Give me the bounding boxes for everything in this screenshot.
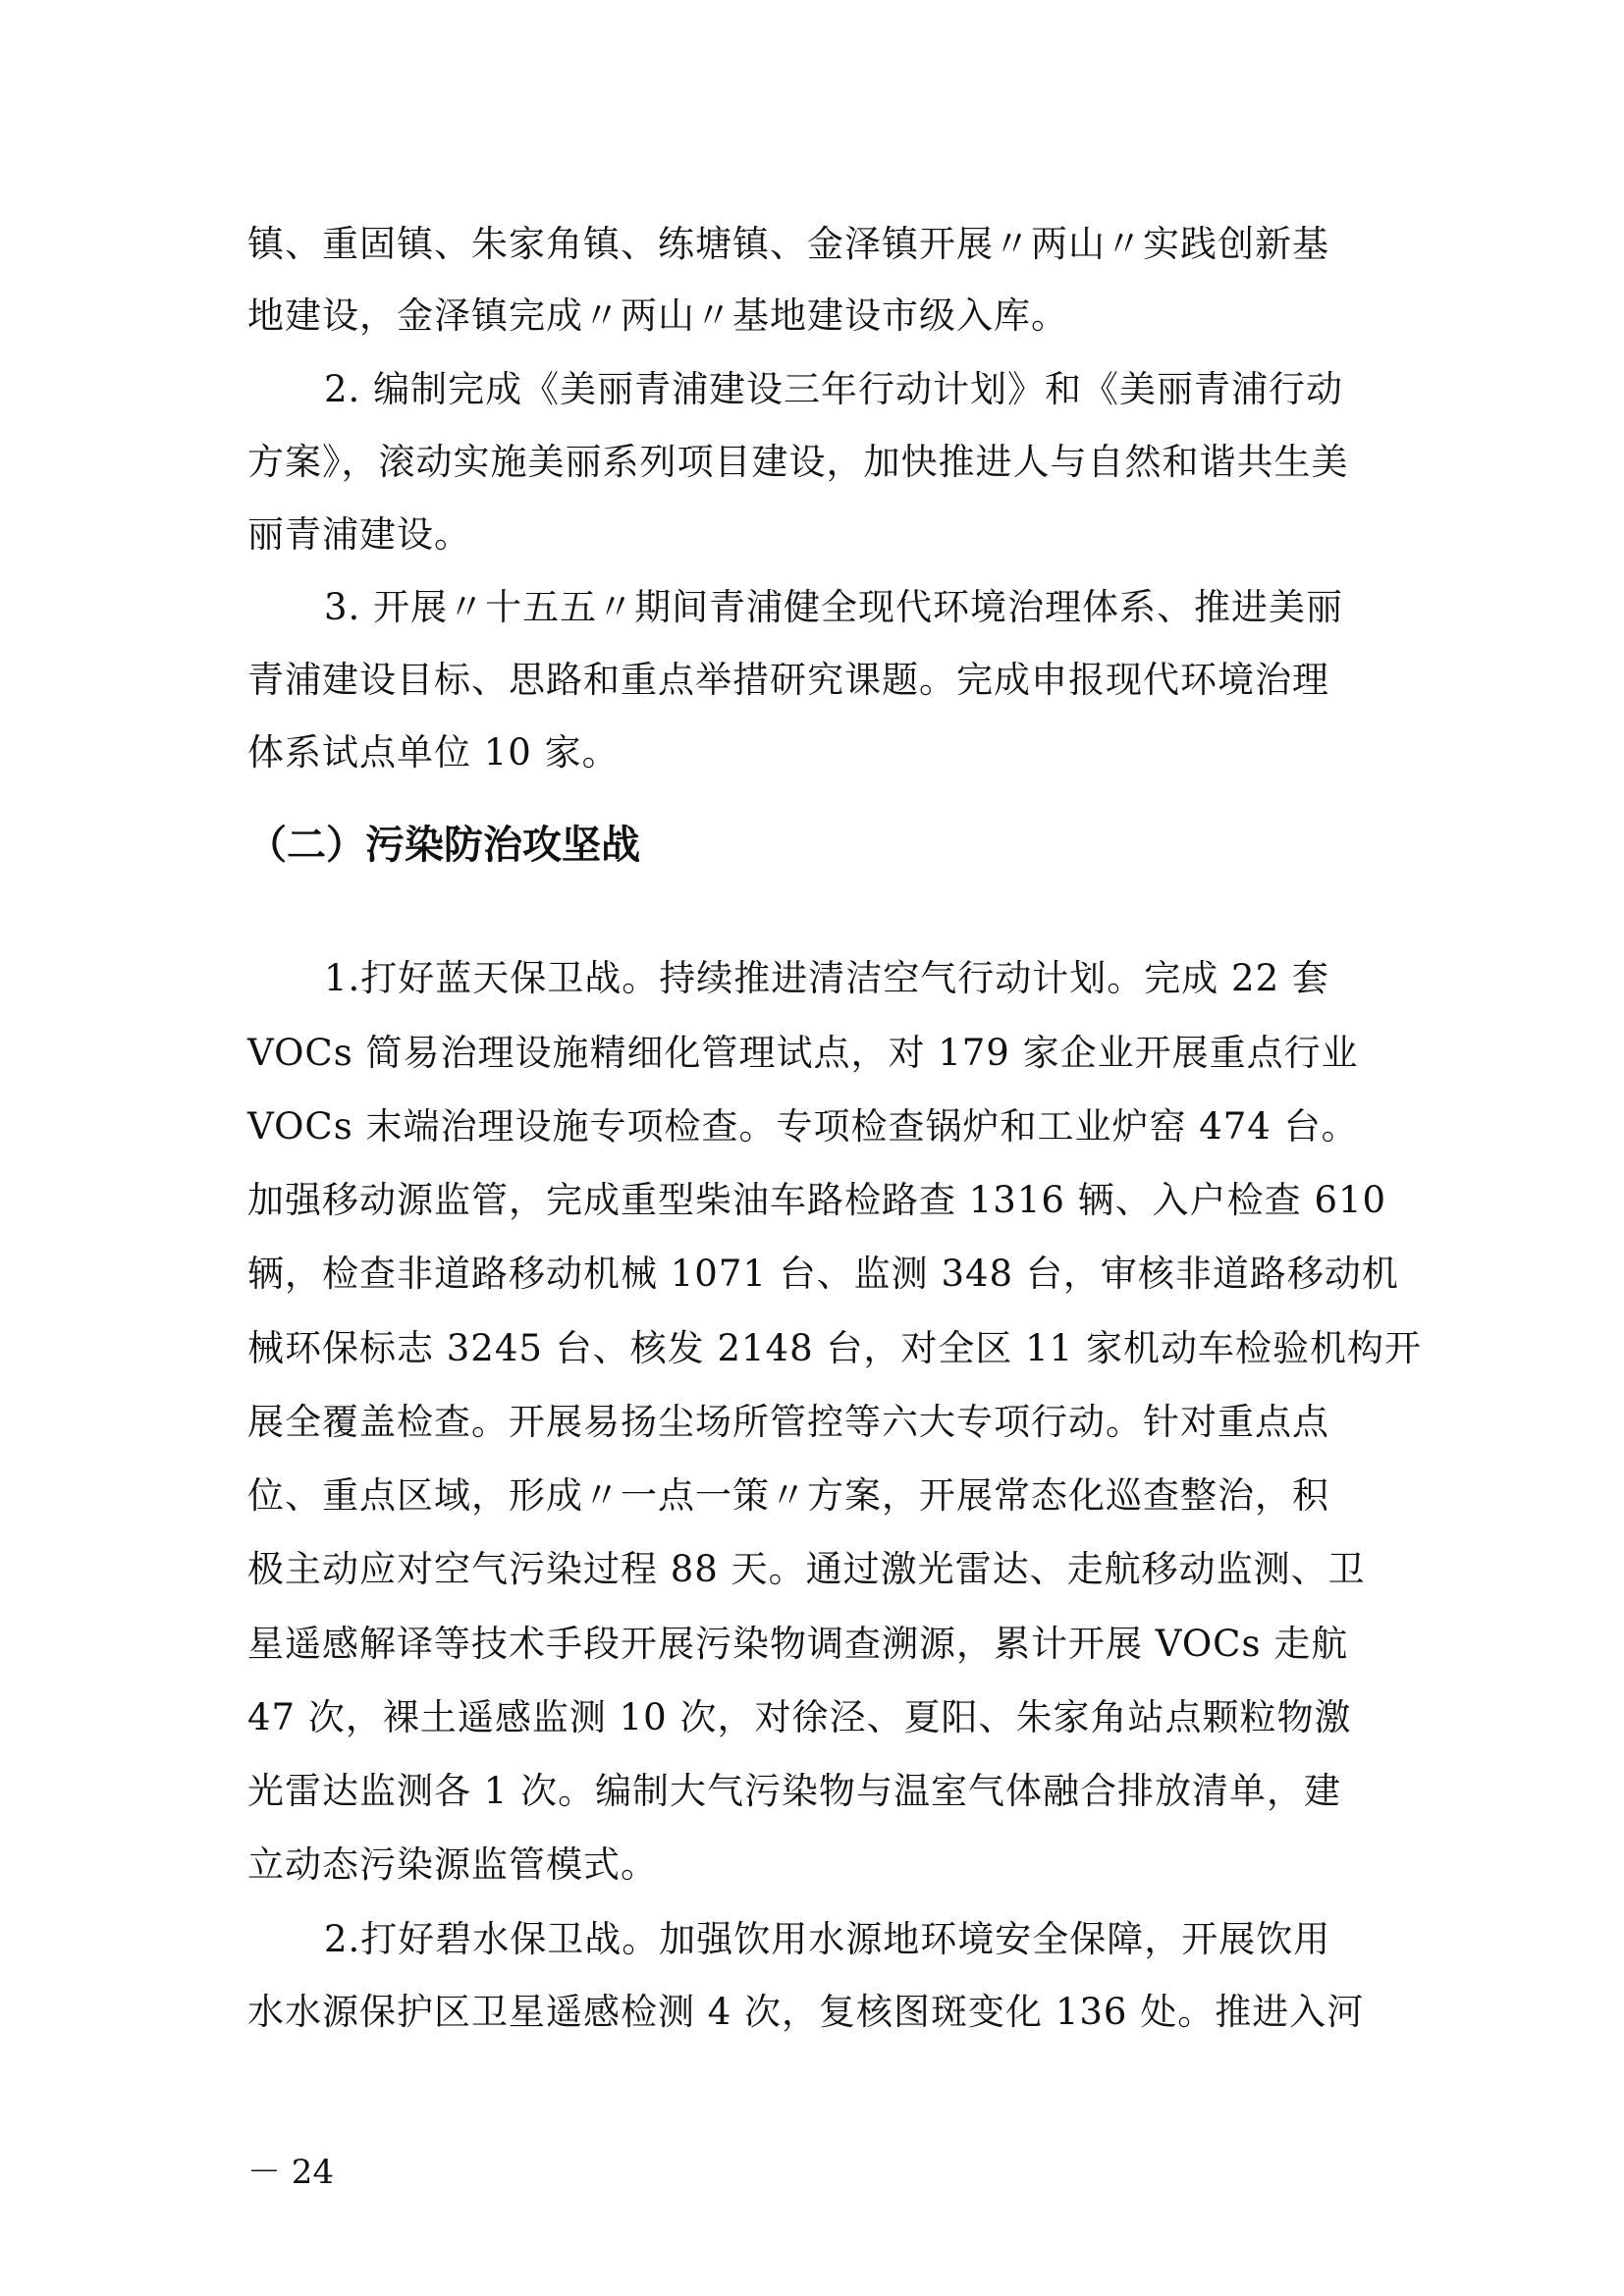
paragraph-line: 地建设，金泽镇完成〃两山〃基地建设市级入库。 (247, 294, 1068, 337)
paragraph-line: 立动态污染源监管模式。 (247, 1843, 658, 1886)
paragraph-line: 水水源保护区卫星遥感检测 4 次，复核图斑变化 136 处。推进入河 (247, 1991, 1365, 2033)
paragraph-line: 2. 编制完成《美丽青浦建设三年行动计划》和《美丽青浦行动 (324, 368, 1344, 410)
paragraph-line: 镇、重固镇、朱家角镇、练塘镇、金泽镇开展〃两山〃实践创新基 (247, 223, 1329, 265)
paragraph-line: 辆，检查非道路移动机械 1071 台、监测 348 台，审核非道路移动机 (247, 1253, 1399, 1295)
paragraph-line: 械环保标志 3245 台、核发 2148 台，对全区 11 家机动车检验机构开 (247, 1327, 1422, 1369)
paragraph-line: 3. 开展〃十五五〃期间青浦健全现代环境治理体系、推进美丽 (324, 586, 1344, 628)
paragraph-line: 极主动应对空气污染过程 88 天。通过激光雷达、走航移动监测、卫 (247, 1548, 1366, 1590)
paragraph-line: 位、重点区域，形成〃一点一策〃方案，开展常态化巡查整治，积 (247, 1474, 1329, 1517)
paragraph-line: 青浦建设目标、思路和重点举措研究课题。完成申报现代环境治理 (247, 659, 1329, 701)
paragraph-line: 2.打好碧水保卫战。加强饮用水源地环境安全保障，开展饮用 (324, 1918, 1331, 1960)
paragraph-line: 47 次，裸土遥感监测 10 次，对徐泾、夏阳、朱家角站点颗粒物激 (247, 1696, 1352, 1738)
paragraph-line: 1.打好蓝天保卫战。持续推进清洁空气行动计划。完成 22 套 (324, 957, 1329, 999)
paragraph-line: 展全覆盖检查。开展易扬尘场所管控等六大专项行动。针对重点点 (247, 1401, 1329, 1443)
page-number: － 24 (247, 2153, 335, 2192)
section-heading: （二）污染防治攻坚战 (247, 823, 640, 868)
paragraph-line: 方案》，滚动实施美丽系列项目建设，加快推进人与自然和谐共生美 (247, 441, 1349, 483)
paragraph-line: 丽青浦建设。 (247, 513, 471, 556)
paragraph-line: 光雷达监测各 1 次。编制大气污染物与温室气体融合排放清单，建 (247, 1770, 1342, 1812)
paragraph-line: VOCs 末端治理设施专项检查。专项检查锅炉和工业炉窑 474 台。 (247, 1105, 1359, 1148)
paragraph-line: 星遥感解译等技术手段开展污染物调查溯源，累计开展 VOCs 走航 (247, 1623, 1349, 1665)
paragraph-line: 体系试点单位 10 家。 (247, 731, 620, 774)
paragraph-line: VOCs 简易治理设施精细化管理试点，对 179 家企业开展重点行业 (247, 1032, 1359, 1074)
paragraph-line: 加强移动源监管，完成重型柴油车路检路查 1316 辆、入户检查 610 (247, 1179, 1387, 1221)
